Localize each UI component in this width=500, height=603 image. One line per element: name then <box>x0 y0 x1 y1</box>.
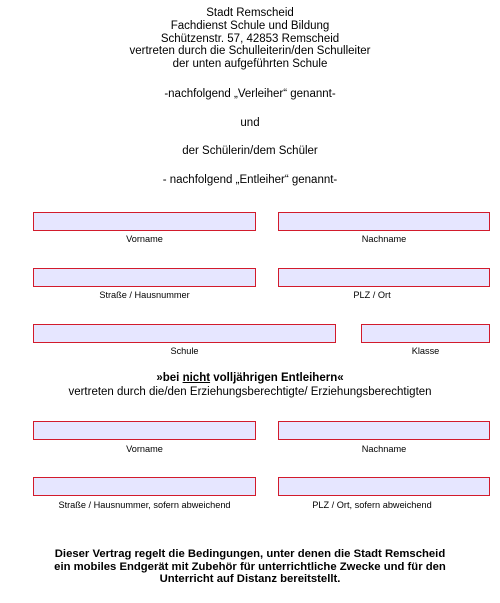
lender-line: Fachdienst Schule und Bildung <box>170 19 330 32</box>
contract-purpose-line: Unterricht auf Distanz bereitstellt. <box>159 573 341 586</box>
minors-heading-prefix: »bei <box>156 372 183 384</box>
nachname-label: Nachname <box>361 234 407 244</box>
minors-heading-emphasis: nicht <box>182 372 211 384</box>
contract-purpose-line: Dieser Vertrag regelt die Bedingungen, unter denen die Stadt Remscheid <box>54 548 446 560</box>
guardian-vorname-field[interactable] <box>33 421 256 440</box>
schule-label: Schule <box>170 346 199 356</box>
contract-purpose-line: ein mobiles Endgerät mit Zubehör für unterrichtliche Zwecke und für den <box>54 560 446 573</box>
lender-line: der unten aufgeführten Schule <box>172 58 328 71</box>
plz-ort-field[interactable] <box>278 268 490 287</box>
lender-role-note: -nachfolgend „Verleiher“ genannt- <box>164 88 336 100</box>
borrower-intro: der Schülerin/dem Schüler <box>182 145 318 157</box>
guardian-plz-ort-label: PLZ / Ort, sofern abweichend <box>312 500 432 510</box>
plz-ort-label: PLZ / Ort <box>353 290 391 300</box>
schule-field[interactable] <box>33 324 336 343</box>
nachname-field[interactable] <box>278 212 490 231</box>
guardian-plz-ort-field[interactable] <box>278 477 490 496</box>
lender-line: vertreten durch die Schulleiterin/den Schulleiter <box>129 45 371 58</box>
lender-address <box>0 7 500 71</box>
guardian-nachname-field[interactable] <box>278 421 490 440</box>
strasse-field[interactable] <box>33 268 256 287</box>
vorname-label: Vorname <box>126 234 163 244</box>
minors-heading <box>0 372 500 385</box>
minors-heading-suffix: volljährigen Entleihern« <box>210 372 344 384</box>
guardian-strasse-label: Straße / Hausnummer, sofern abweichend <box>58 500 231 510</box>
contract-purpose <box>0 548 500 586</box>
vorname-field[interactable] <box>33 212 256 231</box>
klasse-field[interactable] <box>361 324 490 343</box>
minors-subheading: vertreten durch die/den Erziehungsberechtigte/ Erziehungsberechtigten <box>68 386 432 398</box>
strasse-label: Straße / Hausnummer <box>99 290 190 300</box>
klasse-label: Klasse <box>411 346 440 356</box>
guardian-vorname-label: Vorname <box>126 444 163 454</box>
guardian-strasse-field[interactable] <box>33 477 256 496</box>
connector-und: und <box>240 117 260 129</box>
lender-line: Stadt Remscheid <box>206 7 294 19</box>
guardian-nachname-label: Nachname <box>361 444 407 454</box>
borrower-role-note: - nachfolgend „Entleiher“ genannt- <box>162 174 338 186</box>
lender-line: Schützenstr. 57, 42853 Remscheid <box>160 32 340 45</box>
